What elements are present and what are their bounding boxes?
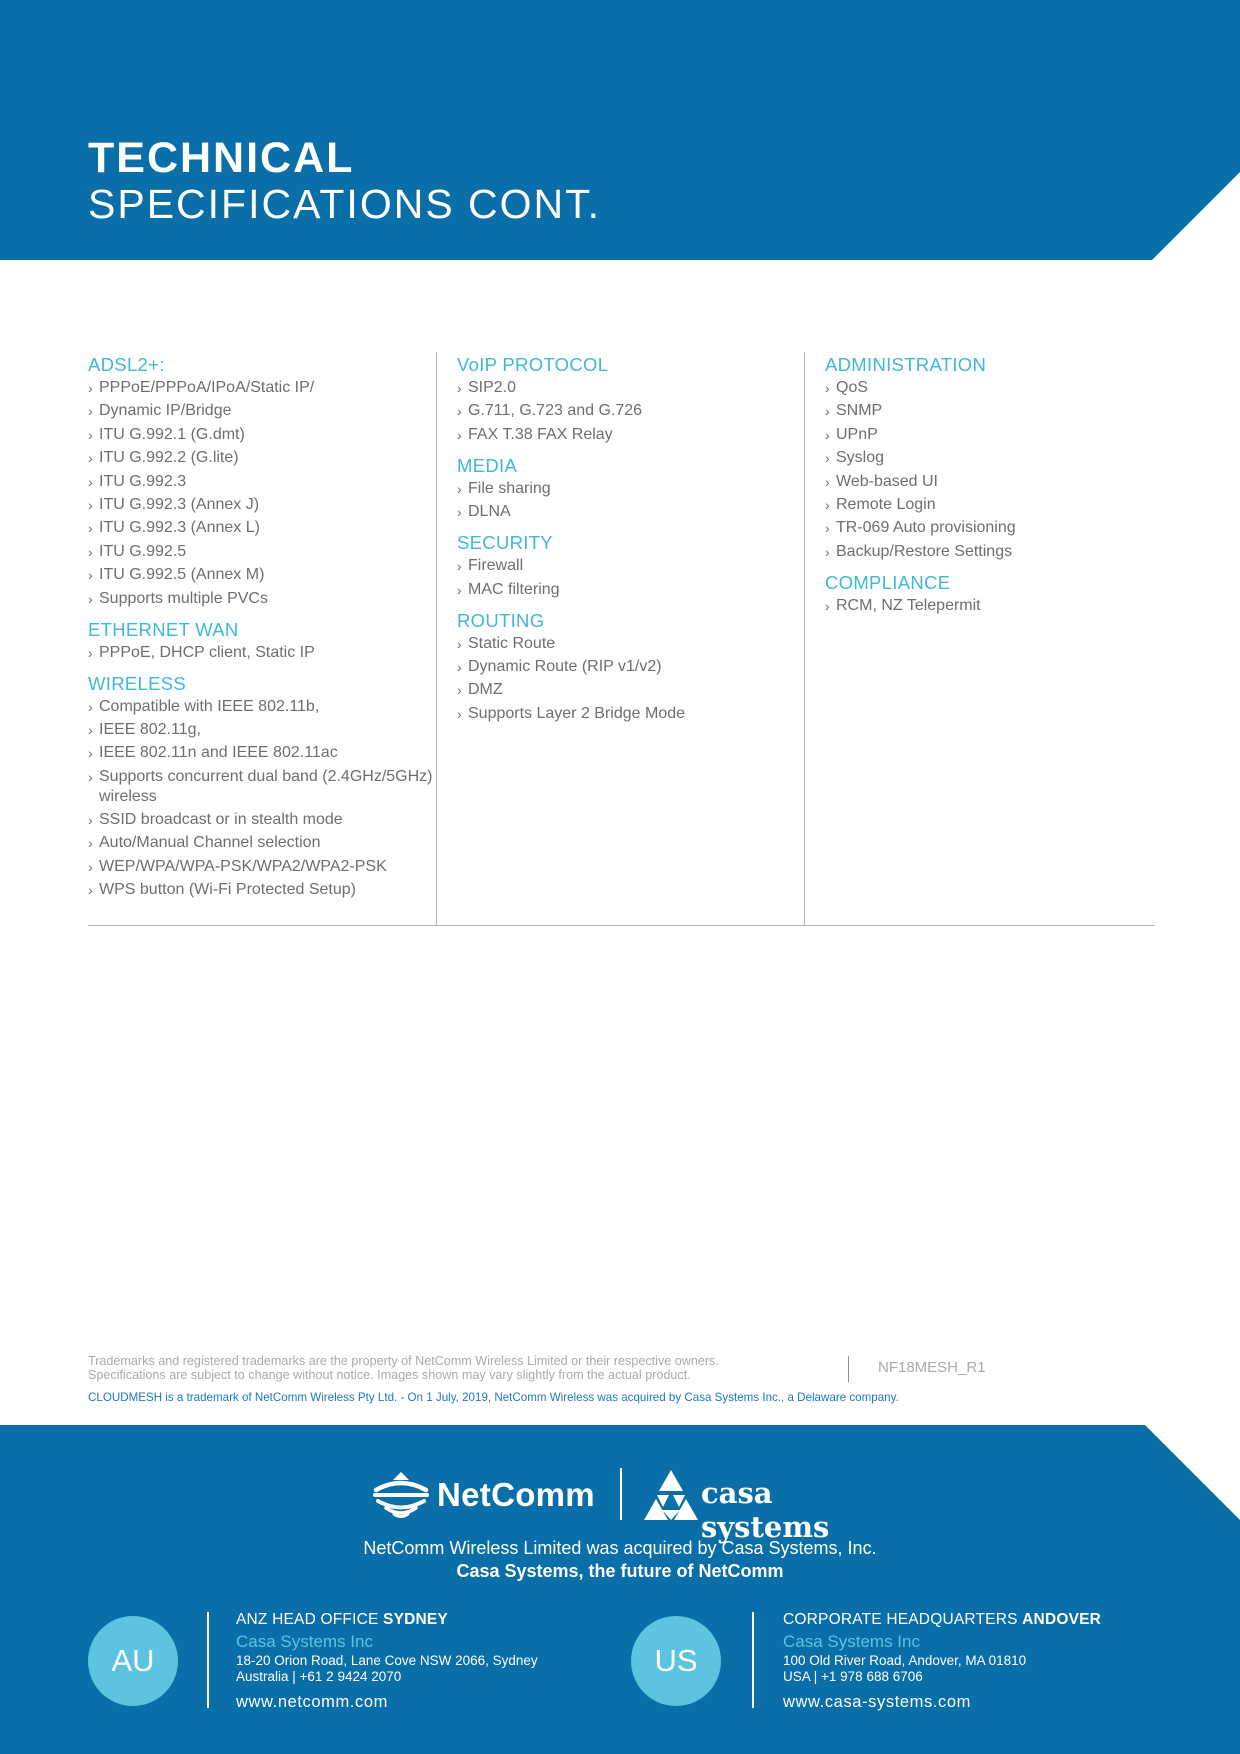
spec-list (457, 556, 804, 599)
chevron-right-icon: › (825, 496, 830, 513)
spec-item (457, 657, 804, 677)
chevron-right-icon: › (88, 858, 93, 875)
spec-list (457, 378, 804, 445)
spec-item-text: PPPoE, DHCP client, Static IP (99, 643, 315, 661)
casa-logo-text: casa systems (701, 1476, 830, 1544)
spec-column-1 (88, 352, 436, 926)
logo-divider (620, 1468, 622, 1520)
spec-item-text: PPPoE/PPPoA/IPoA/Static IP/ (99, 379, 315, 396)
chevron-right-icon: › (457, 380, 462, 396)
spec-item (825, 596, 1155, 616)
chevron-right-icon: › (457, 658, 462, 675)
chevron-right-icon: › (88, 698, 93, 715)
spec-item-text: IEEE 802.11n and IEEE 802.11ac (99, 744, 338, 762)
spec-item (88, 643, 436, 663)
chevron-right-icon: › (825, 473, 830, 490)
spec-section (457, 530, 804, 599)
spec-item-text: Backup/Restore Settings (836, 542, 1013, 560)
office-company: Casa Systems Inc (236, 1632, 373, 1651)
section-title: MEDIA (457, 454, 518, 476)
spec-item (88, 495, 436, 515)
chevron-right-icon: › (88, 882, 93, 899)
spec-item (457, 556, 804, 576)
spec-list (457, 479, 804, 522)
spec-item-text: SIP2.0 (468, 379, 517, 396)
section-title: ADSL2+: (88, 354, 165, 375)
spec-item (825, 542, 1155, 562)
spec-item (457, 401, 804, 421)
spec-item-text: Supports concurrent dual band (2.4GHz/5GHz) wireless (99, 767, 433, 805)
spec-item (88, 401, 436, 421)
spec-item-text: ITU G.992.2 (G.lite) (99, 449, 239, 467)
spec-item (825, 425, 1155, 445)
spec-list (88, 378, 436, 609)
office-title: ANZ HEAD OFFICE SYDNEY (236, 1611, 448, 1628)
spec-item (457, 680, 804, 700)
spec-column-3 (804, 352, 1155, 926)
spec-section (825, 570, 1155, 616)
spec-item-text: Supports Layer 2 Bridge Mode (468, 704, 686, 722)
chevron-right-icon: › (88, 835, 93, 852)
office-badge-au: AU (88, 1616, 178, 1706)
section-title: ETHERNET WAN (88, 618, 239, 640)
chevron-right-icon: › (457, 504, 462, 521)
page-subtitle: SPECIFICATIONS CONT. (88, 181, 602, 227)
spec-item-text: QoS (836, 379, 869, 396)
office-title: CORPORATE HEADQUARTERS ANDOVER (783, 1611, 1102, 1628)
chevron-right-icon: › (457, 581, 462, 598)
spec-item (88, 425, 436, 445)
spec-item (88, 448, 436, 468)
spec-item-text: Firewall (468, 557, 524, 575)
chevron-right-icon: › (88, 520, 93, 537)
section-title: WIRELESS (88, 672, 187, 694)
chevron-right-icon: › (88, 450, 93, 467)
legal-line-1: Trademarks and registered trademarks are the property of NetComm Wireless Limited or their respective owners. (88, 1354, 719, 1368)
spec-item (88, 697, 436, 717)
office-address-line-1: 18-20 Orion Road, Lane Cove NSW 2066, Sydney (236, 1653, 538, 1668)
spec-item-text: DLNA (468, 503, 511, 521)
spec-item-text: WPS button (Wi-Fi Protected Setup) (99, 881, 356, 899)
chevron-right-icon: › (457, 635, 462, 652)
section-title: COMPLIANCE (825, 571, 951, 593)
chevron-right-icon: › (457, 403, 462, 420)
office-divider-au (207, 1612, 209, 1708)
spec-item (88, 720, 436, 740)
spec-section (457, 352, 804, 445)
spec-item-text: SSID broadcast or in stealth mode (99, 811, 343, 829)
spec-item-text: IEEE 802.11g, (99, 720, 201, 738)
spec-item-text: ITU G.992.5 (99, 542, 187, 560)
chevron-right-icon: › (457, 558, 462, 575)
spec-item (457, 704, 804, 724)
spec-item-text: Syslog (836, 449, 885, 467)
chevron-right-icon: › (88, 426, 93, 443)
spec-item (88, 880, 436, 900)
spec-item (88, 518, 436, 538)
office-address-line-2: USA | +1 978 688 6706 (783, 1669, 923, 1684)
document-code: NF18MESH_R1 (878, 1359, 986, 1376)
section-title: ROUTING (457, 609, 545, 631)
chevron-right-icon: › (825, 450, 830, 467)
chevron-right-icon: › (88, 812, 93, 829)
spec-list (88, 643, 436, 663)
spec-item (825, 518, 1155, 538)
spec-item-text: ITU G.992.3 (Annex J) (99, 495, 260, 513)
tagline: Casa Systems, the future of NetComm (456, 1561, 784, 1581)
spec-list (88, 697, 436, 901)
office-address-line-1: 100 Old River Road, Andover, MA 01810 (783, 1653, 1027, 1668)
chevron-right-icon: › (825, 597, 830, 614)
spec-columns (88, 352, 1155, 926)
spec-item (825, 495, 1155, 515)
spec-item-text: Compatible with IEEE 802.11b, (99, 697, 320, 715)
spec-section (457, 453, 804, 522)
spec-item-text: UPnP (836, 425, 878, 443)
triangle-logo-icon (642, 1468, 700, 1522)
spec-item-text: Dynamic Route (RIP v1/v2) (468, 657, 662, 675)
spec-item-text: TR-069 Auto provisioning (836, 519, 1016, 537)
spec-item-text: Remote Login (836, 495, 936, 513)
spec-item (88, 743, 436, 763)
spec-item-text: Auto/Manual Channel selection (99, 834, 321, 852)
spec-item-text: ITU G.992.5 (Annex M) (99, 566, 265, 584)
spec-item-text: MAC filtering (468, 580, 560, 598)
netcomm-logo-text: NetComm (437, 1476, 595, 1513)
chevron-right-icon: › (825, 520, 830, 537)
spec-item (457, 580, 804, 600)
spec-item-text: FAX T.38 FAX Relay (468, 425, 613, 443)
spec-section (88, 671, 436, 901)
spec-item (825, 448, 1155, 468)
spec-item (88, 767, 436, 807)
chevron-right-icon: › (88, 768, 93, 785)
legal-divider (848, 1356, 849, 1382)
spec-item (825, 472, 1155, 492)
legal-line-2: Specifications are subject to change without notice. Images shown may vary slightly from the actual product. (88, 1368, 691, 1382)
spec-item (88, 833, 436, 853)
spec-item (88, 589, 436, 609)
spec-item-text: SNMP (836, 402, 883, 420)
spec-item-text: Web-based UI (836, 472, 938, 490)
chevron-right-icon: › (457, 682, 462, 699)
spec-section (825, 352, 1155, 562)
chevron-right-icon: › (457, 426, 462, 443)
spec-column-2 (436, 352, 804, 926)
chevron-right-icon: › (88, 543, 93, 560)
spec-item (457, 425, 804, 445)
spec-item (88, 565, 436, 585)
chevron-right-icon: › (88, 380, 93, 396)
chevron-right-icon: › (457, 705, 462, 722)
office-address-line-2: Australia | +61 2 9424 2070 (236, 1669, 402, 1684)
section-title: VoIP PROTOCOL (457, 354, 609, 375)
spec-section (88, 352, 436, 609)
chevron-right-icon: › (457, 480, 462, 497)
legal-notice (88, 1354, 848, 1382)
chevron-right-icon: › (88, 644, 93, 661)
chevron-right-icon: › (88, 721, 93, 738)
spec-list (457, 634, 804, 724)
spec-item-text: RCM, NZ Telepermit (836, 596, 981, 614)
section-title: SECURITY (457, 532, 553, 554)
spec-item-text: G.711, G.723 and G.726 (468, 402, 643, 420)
spec-item (457, 479, 804, 499)
spec-item-text: ITU G.992.1 (G.dmt) (99, 425, 245, 443)
office-us (783, 1610, 1143, 1713)
spec-section (88, 617, 436, 663)
trademark-notice: CLOUDMESH is a trademark of NetComm Wireless Pty Ltd. - On 1 July, 2019, NetComm Wireless was acquired by Casa Systems Inc., a Delaware company. (88, 1391, 899, 1404)
chevron-right-icon: › (88, 403, 93, 420)
acquisition-statement: NetComm Wireless Limited was acquired by Casa Systems, Inc. (363, 1538, 877, 1558)
spec-item (88, 810, 436, 830)
chevron-right-icon: › (825, 403, 830, 420)
spec-list (825, 378, 1155, 562)
spec-item (825, 401, 1155, 421)
spec-item-text: DMZ (468, 681, 503, 699)
spec-item-text: ITU G.992.3 (99, 472, 187, 490)
spec-item (457, 502, 804, 522)
spec-list (825, 596, 1155, 616)
chevron-right-icon: › (88, 473, 93, 490)
office-au (236, 1610, 596, 1713)
wifi-fan-logo-icon (372, 1470, 430, 1520)
spec-item-text: ITU G.992.3 (Annex L) (99, 519, 260, 537)
spec-item-text: Static Route (468, 634, 556, 652)
office-website-link[interactable]: www.casa-systems.com (783, 1693, 972, 1711)
page-title: TECHNICAL (88, 134, 355, 182)
spec-section (457, 608, 804, 724)
section-title: ADMINISTRATION (825, 354, 987, 375)
spec-item (88, 542, 436, 562)
chevron-right-icon: › (88, 567, 93, 584)
spec-item (88, 472, 436, 492)
spec-item-text: Supports multiple PVCs (99, 589, 268, 607)
office-company: Casa Systems Inc (783, 1632, 920, 1651)
spec-item (825, 378, 1155, 398)
chevron-right-icon: › (88, 496, 93, 513)
spec-item-text: Dynamic IP/Bridge (99, 402, 232, 420)
office-badge-us: US (631, 1616, 721, 1706)
spec-item-text: WEP/WPA/WPA-PSK/WPA2/WPA2-PSK (99, 857, 387, 875)
chevron-right-icon: › (825, 426, 830, 443)
office-website-link[interactable]: www.netcomm.com (236, 1693, 389, 1711)
office-divider-us (752, 1612, 754, 1708)
chevron-right-icon: › (88, 590, 93, 607)
chevron-right-icon: › (825, 380, 830, 396)
spec-item (457, 634, 804, 654)
logo-row (372, 1466, 902, 1544)
spec-item (88, 378, 436, 398)
chevron-right-icon: › (825, 543, 830, 560)
chevron-right-icon: › (88, 745, 93, 762)
spec-item (457, 378, 804, 398)
spec-item-text: File sharing (468, 479, 551, 497)
spec-item (88, 857, 436, 877)
